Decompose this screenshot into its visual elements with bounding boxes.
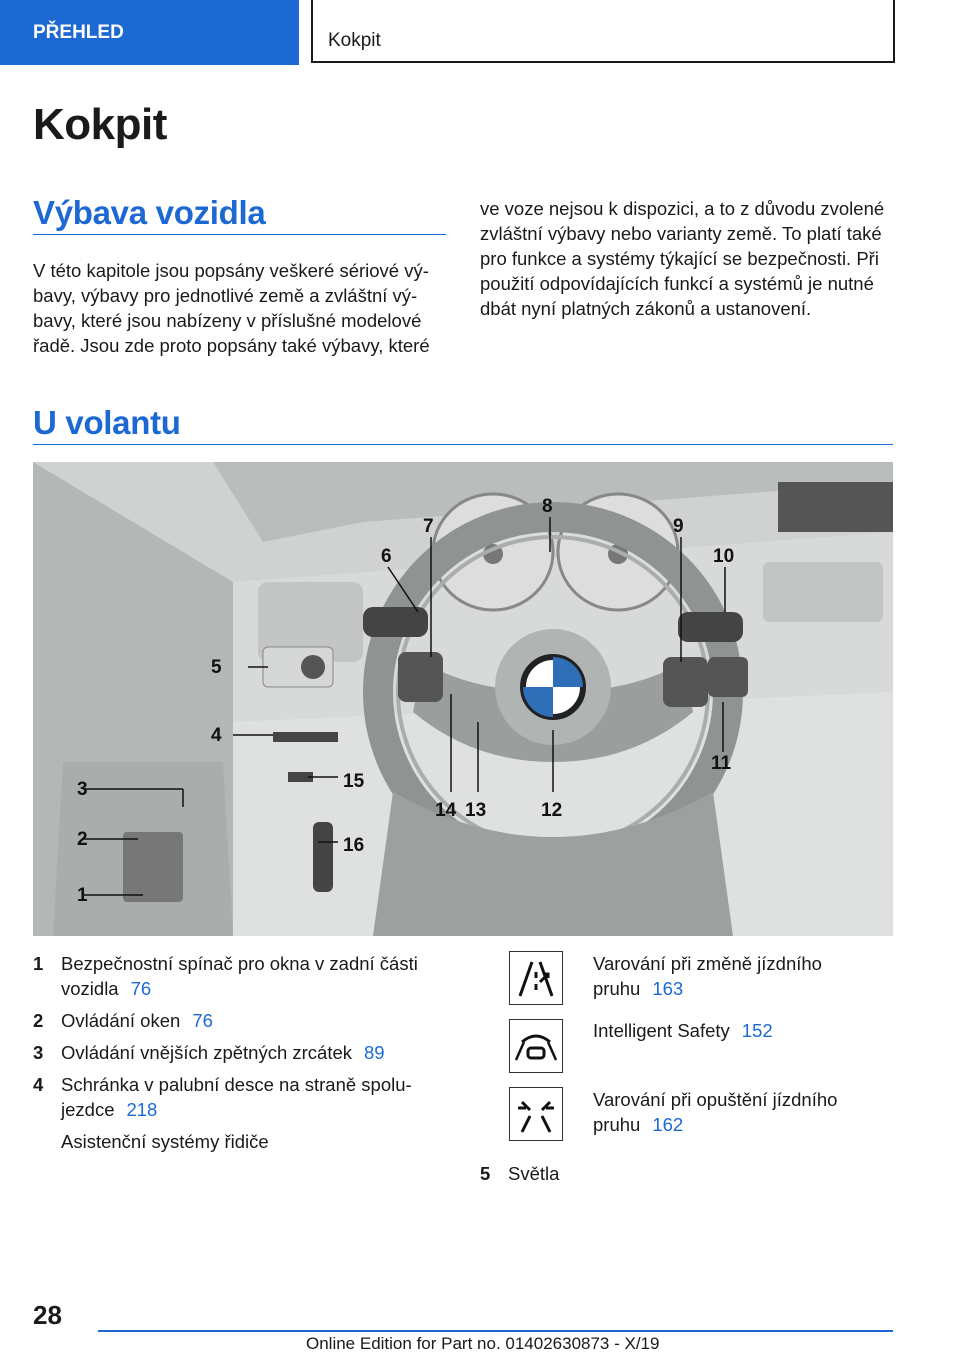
callout-16: 16 — [343, 835, 365, 856]
legend-item-intelligent-safety: Intelligent Safety 152 — [593, 1020, 773, 1041]
callout-3: 3 — [77, 779, 88, 800]
callout-11: 11 — [711, 753, 732, 774]
callout-10: 10 — [713, 546, 735, 567]
legend-number: 3 — [33, 1042, 44, 1063]
legend-number: 1 — [33, 953, 44, 974]
intro-paragraph-col1: V této kapitole jsou popsány veškeré sériové vý- bavy, výbavy pro jednotlivé země a zvláštní vý- bavy, které jsou nabízeny v příslušné modelové řadě. Jsou zde proto popsány také výbavy, které — [33, 260, 430, 356]
footer-rule — [98, 1330, 893, 1332]
page-ref-link[interactable]: 163 — [652, 978, 684, 999]
header-section-tab[interactable]: PŘEHLED — [0, 0, 299, 65]
callout-1: 1 — [77, 885, 88, 906]
legend-item-lane-change: Varování při změně jízdního pruhu 163 — [593, 953, 822, 999]
page-ref-link[interactable]: 76 — [192, 1010, 213, 1031]
section-rule — [33, 234, 446, 235]
cockpit-illustration — [33, 462, 893, 936]
legend-number: 5 — [480, 1163, 491, 1184]
legend-number: 2 — [33, 1010, 44, 1031]
section-heading-u-volantu: U volantu — [33, 404, 181, 441]
callout-2: 2 — [77, 829, 88, 850]
callout-6: 6 — [381, 546, 392, 567]
page-ref-link[interactable]: 162 — [652, 1114, 684, 1135]
callout-12: 12 — [541, 800, 563, 821]
lane-change-warning-icon — [509, 951, 563, 1005]
legend-item-lane-departure: Varování při opuštění jízdního pruhu 162 — [593, 1089, 838, 1135]
callout-7: 7 — [423, 516, 434, 537]
page-ref-link[interactable]: 218 — [126, 1099, 158, 1120]
page-title: Kokpit — [33, 100, 167, 149]
intelligent-safety-icon — [509, 1019, 563, 1073]
page-ref-link[interactable]: 89 — [364, 1042, 385, 1063]
intro-paragraph-col2: ve voze nejsou k dispozici, a to z důvodu zvolené zvláštní výbavy nebo varianty země. To platí také pro funkce a systémy týkající se bezpečnosti. Při použití odpovídajících funkcí a systémů je nutné dbát nyní platných zákonů a ustanovení. — [480, 198, 885, 319]
cockpit-drawing — [33, 462, 893, 936]
page-number: 28 — [33, 1300, 62, 1330]
callout-8: 8 — [542, 496, 553, 517]
callout-14: 14 — [435, 800, 457, 821]
footer-edition: Online Edition for Part no. 01402630873 - X/19 — [306, 1334, 660, 1353]
section-heading-vybava: Výbava vozidla — [33, 194, 266, 231]
callout-5: 5 — [211, 657, 222, 678]
lane-departure-warning-icon — [509, 1087, 563, 1141]
page-ref-link[interactable]: 76 — [130, 978, 152, 999]
page-ref-link[interactable]: 152 — [741, 1020, 773, 1041]
header-chapter-tab[interactable]: Kokpit — [311, 0, 895, 63]
callout-4: 4 — [211, 725, 222, 746]
callout-13: 13 — [465, 800, 487, 821]
callout-15: 15 — [343, 771, 365, 792]
callout-9: 9 — [673, 516, 684, 537]
section-rule — [33, 444, 893, 445]
legend-number: 4 — [33, 1074, 44, 1095]
